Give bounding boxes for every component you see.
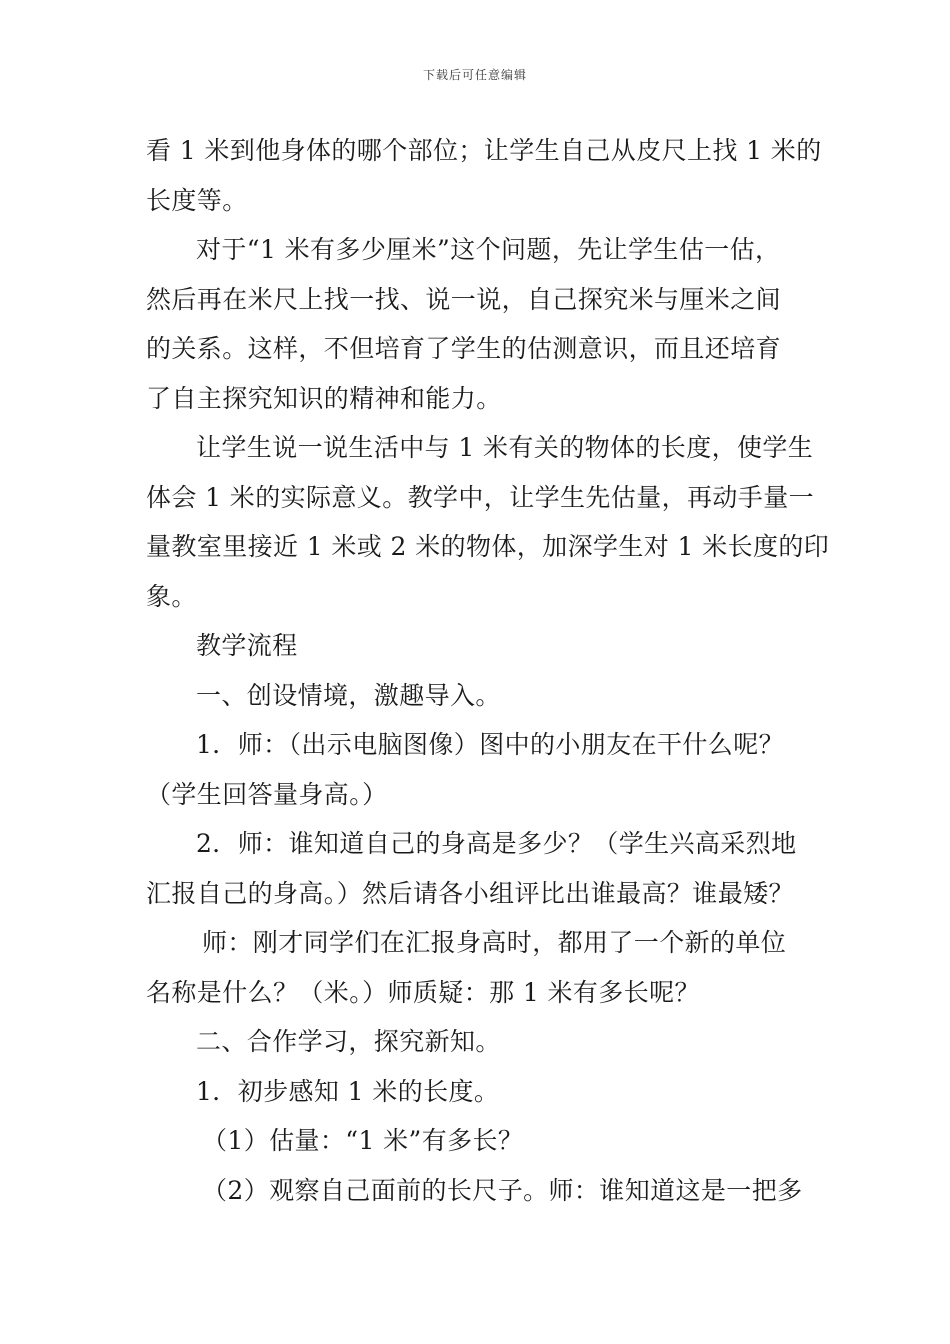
section-heading: 一、创设情境，激趣导入。: [196, 680, 501, 710]
text-line: 2．师：谁知道自己的身高是多少？（学生兴高采烈地: [196, 829, 797, 858]
section-heading: 二、合作学习，探究新知。: [196, 1027, 501, 1056]
text-line: （学生回答量身高。）: [146, 779, 388, 809]
text-line: 对于“1 米有多少厘米”这个问题，先让学生估一估，: [196, 235, 781, 264]
text-line: 体会 1 米的实际意义。教学中，让学生先估量，再动手量一: [146, 482, 815, 512]
section-heading: 教学流程: [196, 631, 298, 660]
text-line: 了自主探究知识的精神和能力。: [146, 383, 502, 413]
text-line: 名称是什么？（米。）师质疑：那 1 米有多长呢？: [146, 977, 700, 1007]
text-line: （1）估量：“1 米”有多长？: [202, 1126, 524, 1155]
text-line: 的关系。这样，不但培育了学生的估测意识，而且还培育: [146, 334, 782, 363]
document-body: [146, 126, 830, 1215]
text-line: 看 1 米到他身体的哪个部位；让学生自己从皮尺上找 1 米的: [146, 136, 822, 165]
text-line: 1．师：（出示电脑图像）图中的小朋友在干什么呢？: [196, 730, 785, 759]
text-line: 量教室里接近 1 米或 2 米的物体，加深学生对 1 米长度的印: [146, 532, 830, 561]
page-header: 下载后可任意编辑: [422, 68, 527, 82]
text-line: （2）观察自己面前的长尺子。师：谁知道这是一把多: [202, 1175, 803, 1205]
text-line: 师：刚才同学们在汇报身高时，都用了一个新的单位: [202, 928, 787, 957]
text-line: 让学生说一说生活中与 1 米有关的物体的长度，使学生: [196, 433, 814, 462]
text-line: 象。: [146, 581, 197, 611]
text-line: 长度等。: [146, 185, 248, 215]
text-line: 然后再在米尺上找一找、说一说，自己探究米与厘米之间: [146, 284, 782, 314]
text-line: 汇报自己的身高。）然后请各小组评比出谁最高？谁最矮？: [146, 878, 794, 908]
text-line: 1．初步感知 1 米的长度。: [196, 1076, 500, 1106]
